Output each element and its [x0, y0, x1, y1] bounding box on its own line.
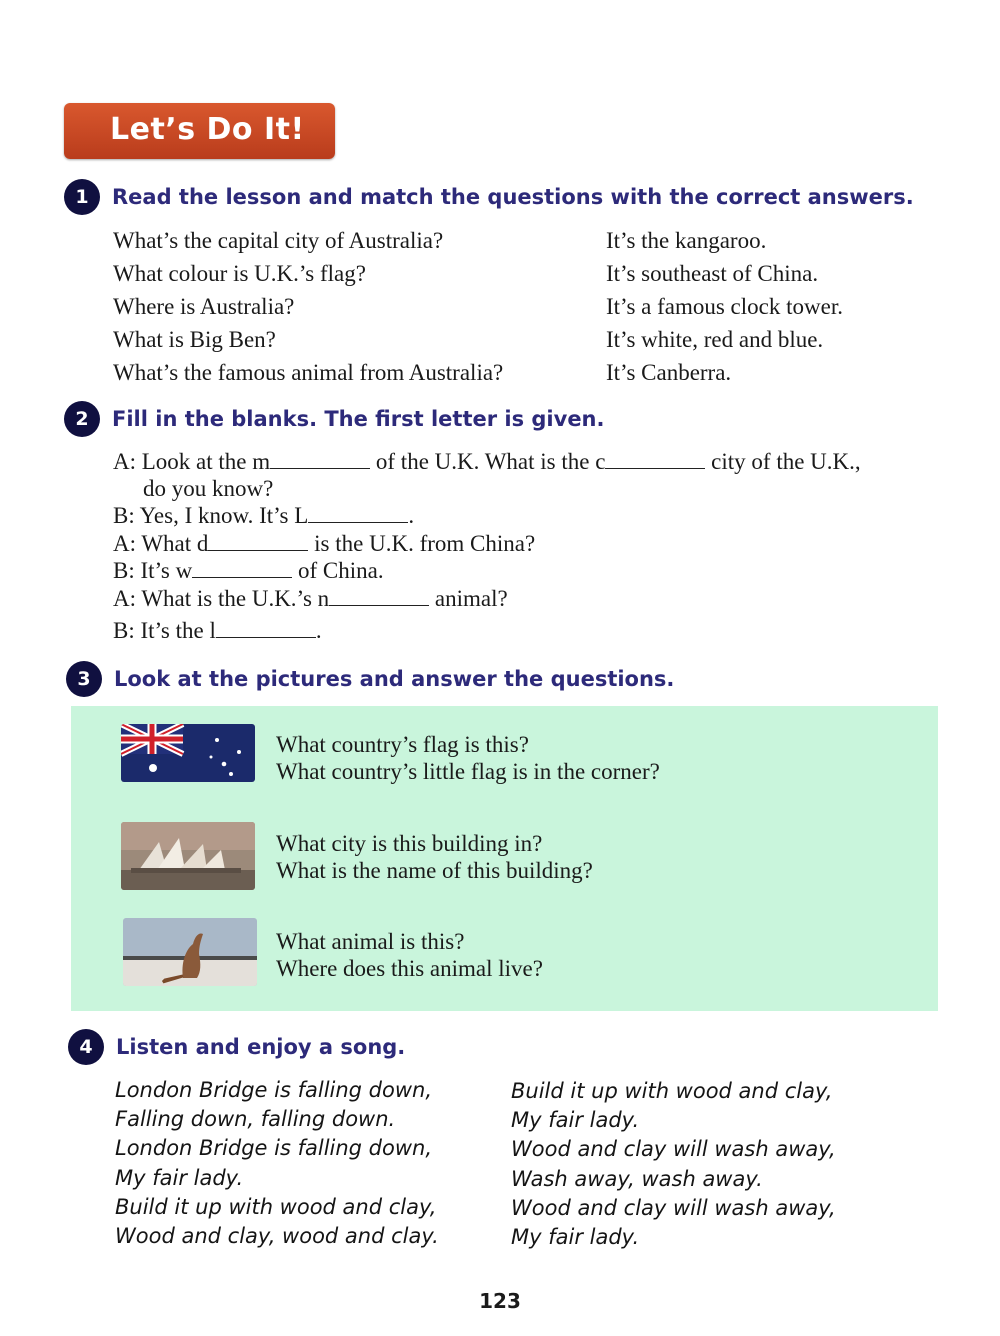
building-question-1: What city is this building in? — [276, 831, 543, 856]
question-5: What’s the famous animal from Australia? — [113, 360, 504, 385]
australia-flag-image — [121, 724, 255, 782]
kangaroo-image — [123, 918, 257, 986]
animal-question-2: Where does this animal live? — [276, 956, 543, 981]
dialogue-line-3: A: What d is the U.K. from China? — [113, 531, 536, 556]
answer-2: It’s southeast of China. — [606, 261, 819, 286]
blank-lion[interactable] — [216, 617, 316, 638]
question-2: What colour is U.K.’s flag? — [113, 261, 366, 286]
building-question-2: What is the name of this building? — [276, 858, 593, 883]
animal-question-1: What animal is this? — [276, 929, 465, 954]
blank-capital[interactable] — [605, 448, 705, 469]
dialogue-line-2: B: Yes, I know. It’s L . — [113, 503, 415, 528]
dialogue-line-4: B: It’s w of China. — [113, 558, 384, 583]
dialogue-line-1-cont: do you know? — [143, 476, 274, 501]
dialogue-line-1: A: Look at the m of the U.K. What is the c city of the U.K., — [113, 449, 861, 474]
sydney-opera-house-image — [121, 822, 255, 890]
section-2-title: Fill in the blanks. The first letter is given. — [112, 407, 605, 431]
blank-map[interactable] — [270, 448, 370, 469]
blank-west[interactable] — [192, 557, 292, 578]
lets-do-it-banner — [64, 103, 335, 159]
banner-title: Let’s Do It! — [110, 112, 305, 147]
answer-5: It’s Canberra. — [606, 360, 732, 385]
question-4: What is Big Ben? — [113, 327, 276, 352]
answer-3: It’s a famous clock tower. — [606, 294, 843, 319]
dialogue-line-5: A: What is the U.K.’s n animal? — [113, 586, 508, 611]
section-3-title: Look at the pictures and answer the questions. — [114, 667, 675, 691]
section-3-number: 3 — [66, 661, 102, 697]
flag-question-1: What country’s flag is this? — [276, 732, 529, 757]
dialogue-line-6: B: It’s the l . — [113, 618, 322, 643]
section-4-title: Listen and enjoy a song. — [116, 1035, 406, 1059]
section-1-title: Read the lesson and match the questions with the correct answers. — [112, 185, 914, 209]
section-1-number: 1 — [64, 179, 100, 215]
flag-question-2: What country’s little flag is in the corner? — [276, 759, 660, 784]
song-verse-left: London Bridge is falling down, Falling down, falling down. London Bridge is falling down, My fair lady. Build it up with wood and clay, Wood and clay, wood and clay. — [115, 1078, 439, 1249]
blank-direction[interactable] — [208, 530, 308, 551]
page-number: 123 — [479, 1289, 521, 1313]
section-4-number: 4 — [68, 1029, 104, 1065]
section-2-number: 2 — [64, 401, 100, 437]
section-4-header — [68, 1029, 405, 1065]
section-1-header — [64, 179, 914, 215]
song-verse-right: Build it up with wood and clay, My fair lady. Wood and clay will wash away, Wash away, wash away. Wood and clay will wash away, My fair lady. — [511, 1079, 836, 1250]
blank-national[interactable] — [329, 585, 429, 606]
question-3: Where is Australia? — [113, 294, 295, 319]
answer-1: It’s the kangaroo. — [606, 228, 767, 253]
question-1: What’s the capital city of Australia? — [113, 228, 444, 253]
blank-london[interactable] — [308, 502, 408, 523]
section-3-header — [66, 661, 674, 697]
answer-4: It’s white, red and blue. — [606, 327, 824, 352]
section-2-header — [64, 401, 605, 437]
